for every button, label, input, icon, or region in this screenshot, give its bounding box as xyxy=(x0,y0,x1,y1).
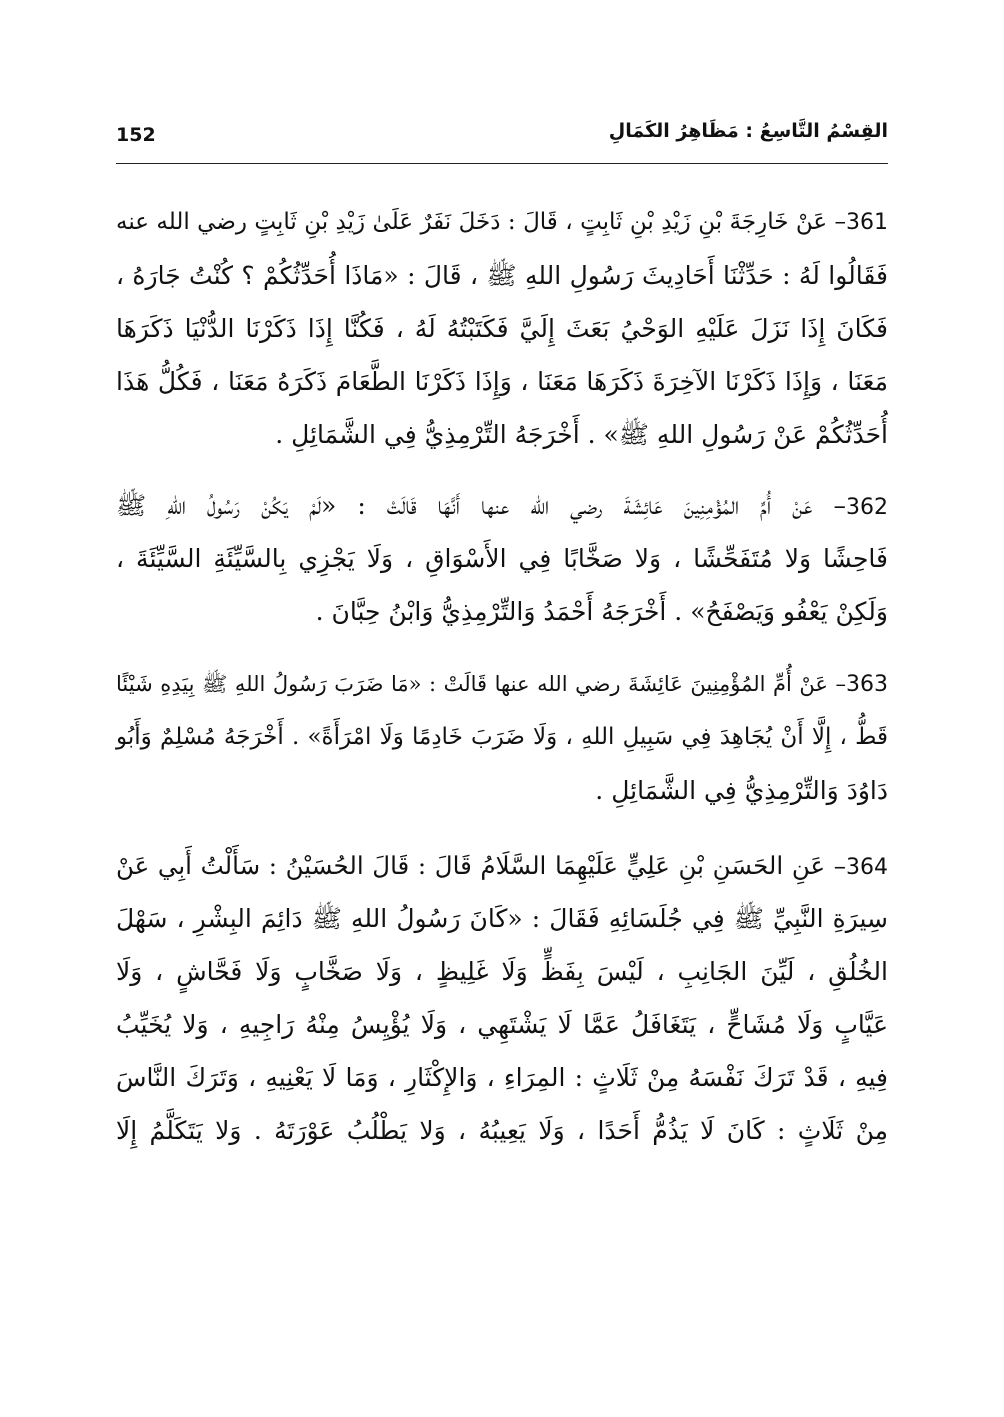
text-line: عَيَّابٍ وَلَا مُشَاحٍّ ، يَتَغَافَلُ عَمَّا لَا يَشْتَهِي ، وَلَا يُؤْيِسُ مِنْهُ رَاجِيهِ ، وَلا يُخَيِّبُ xyxy=(116,1010,888,1039)
text-segment: – عَنْ أُمِّ المُؤْمِنِينَ عَائِشَةَ رضي الله عنها قَالَتْ : «مَا ضَرَبَ رَسُولُ اللهِ ﷺ بِيَدِهِ شَيْئًا xyxy=(116,672,846,696)
text-line: مِنْ ثَلَاثٍ : كَانَ لَا يَذُمُّ أَحَدًا ، وَلَا يَعِيبُهُ ، وَلا يَطْلُبُ عَوْرَتَهُ . وَلا يَتَكَلَّمُ إِلَا xyxy=(116,1116,888,1145)
text-line xyxy=(116,839,888,892)
text-line: سِيرَةِ النَّبِيِّ ﷺ فِي جُلَسَائِهِ فَقَالَ : «كَانَ رَسُولُ اللهِ ﷺ دَائِمَ البِشْرِ ، سَهْلَ xyxy=(116,904,888,933)
hadith-number: 364 xyxy=(846,855,888,880)
header-divider xyxy=(116,163,888,164)
hadith-362 xyxy=(116,479,888,638)
text-line: فَقَالُوا لَهُ : حَدِّثْنَا أَحَادِيثَ رَسُولِ اللهِ ﷺ ، قَالَ : «مَاذَا أُحَدِّثُكُمْ ؟ كُنْتُ جَارَهُ ، xyxy=(116,261,888,290)
text-line: أُحَدِّثُكُمْ عَنْ رَسُولِ اللهِ ﷺ» . أَخْرَجَهُ التِّرْمِذِيُّ فِي الشَّمَائِلِ . xyxy=(275,420,888,449)
text-line: فَاحِشًا وَلا مُتَفَحِّشًا ، وَلا صَخَّابًا فِي الأَسْوَاقِ ، وَلَا يَجْزِي بِالسَّيِّئَةِ السَّيِّئَةَ ، xyxy=(116,544,888,573)
hadith-number: 361 xyxy=(846,210,888,235)
text-segment: – عَنِ الحَسَنِ بْنِ عَلِيٍّ عَلَيْهِمَا السَّلَامُ قَالَ : قَالَ الحُسَيْنُ : سَأَلْتُ أَبِي عَنْ xyxy=(116,851,846,880)
text-line xyxy=(116,196,888,249)
page-body xyxy=(116,196,888,1167)
text-segment: – عَنْ أُمِّ المُؤْمِنِينَ عَائِشَةَ رضي الله عنها أَنَّهَا قَالَتْ : «لَمْ يَكُنْ رَسُولُ اللهِ ﷺ xyxy=(116,491,846,520)
text-line: دَاوُدَ وَالتِّرْمِذِيُّ فِي الشَّمَائِلِ . xyxy=(595,776,888,805)
text-segment: – عَنْ خَارِجَةَ بْنِ زَيْدِ بْنِ ثَابِتٍ ، قَالَ : دَخَلَ نَفَرٌ عَلَىٰ زَيْدِ بْنِ ثَابِتٍ رضي الله عنه xyxy=(116,209,846,235)
text-line: الخُلُقِ ، لَيِّنَ الجَانِبِ ، لَيْسَ بِفَظٍّ وَلَا غَلِيظٍ ، وَلَا صَخَّابٍ وَلَا فَحَّاشٍ ، وَلَا xyxy=(116,957,888,986)
text-line: فَكَانَ إِذَا نَزَلَ عَلَيْهِ الوَحْيُ بَعَثَ إِلَيَّ فَكَتَبْتُهُ لَهُ ، فَكُنَّا إِذَا ذَكَرْنَا الدُّنْيَا ذَكَرَهَا xyxy=(116,314,888,343)
text-line xyxy=(116,479,888,532)
text-line: وَلَكِنْ يَعْفُو وَيَصْفَحُ» . أَخْرَجَهُ أَحْمَدُ وَالتِّرْمِذِيُّ وَابْنُ حِبَّانَ . xyxy=(315,597,888,626)
hadith-number: 362 xyxy=(846,495,888,520)
hadith-364 xyxy=(116,839,888,1157)
text-line: فِيهِ ، قَدْ تَرَكَ نَفْسَهُ مِنْ ثَلَاثٍ : المِرَاءِ ، وَالإِكْثَارِ ، وَمَا لَا يَعْنِيهِ ، وَتَرَكَ النَّاسَ xyxy=(116,1063,888,1092)
hadith-363 xyxy=(116,658,888,817)
text-line xyxy=(116,658,888,711)
page-number: 152 xyxy=(116,124,156,146)
page-header xyxy=(116,118,888,158)
text-line: مَعَنَا ، وَإِذَا ذَكَرْنَا الآخِرَةَ ذَكَرَهَا مَعَنَا ، وَإِذَا ذَكَرْنَا الطَّعَامَ ذَكَرَهُ مَعَنَا ، فَكُلُّ هَذَا xyxy=(116,367,888,396)
hadith-number: 363 xyxy=(846,672,888,697)
running-title: القِسْمُ التَّاسِعُ : مَظَاهِرُ الكَمَالِ xyxy=(608,120,888,142)
hadith-361 xyxy=(116,196,888,461)
text-line: قَطُّ ، إِلَّا أَنْ يُجَاهِدَ فِي سَبِيلِ اللهِ ، وَلَا ضَرَبَ خَادِمًا وَلَا امْرَأَةً» . أَخْرَجَهُ مُسْلِمٌ وَأَبُو xyxy=(116,724,888,750)
